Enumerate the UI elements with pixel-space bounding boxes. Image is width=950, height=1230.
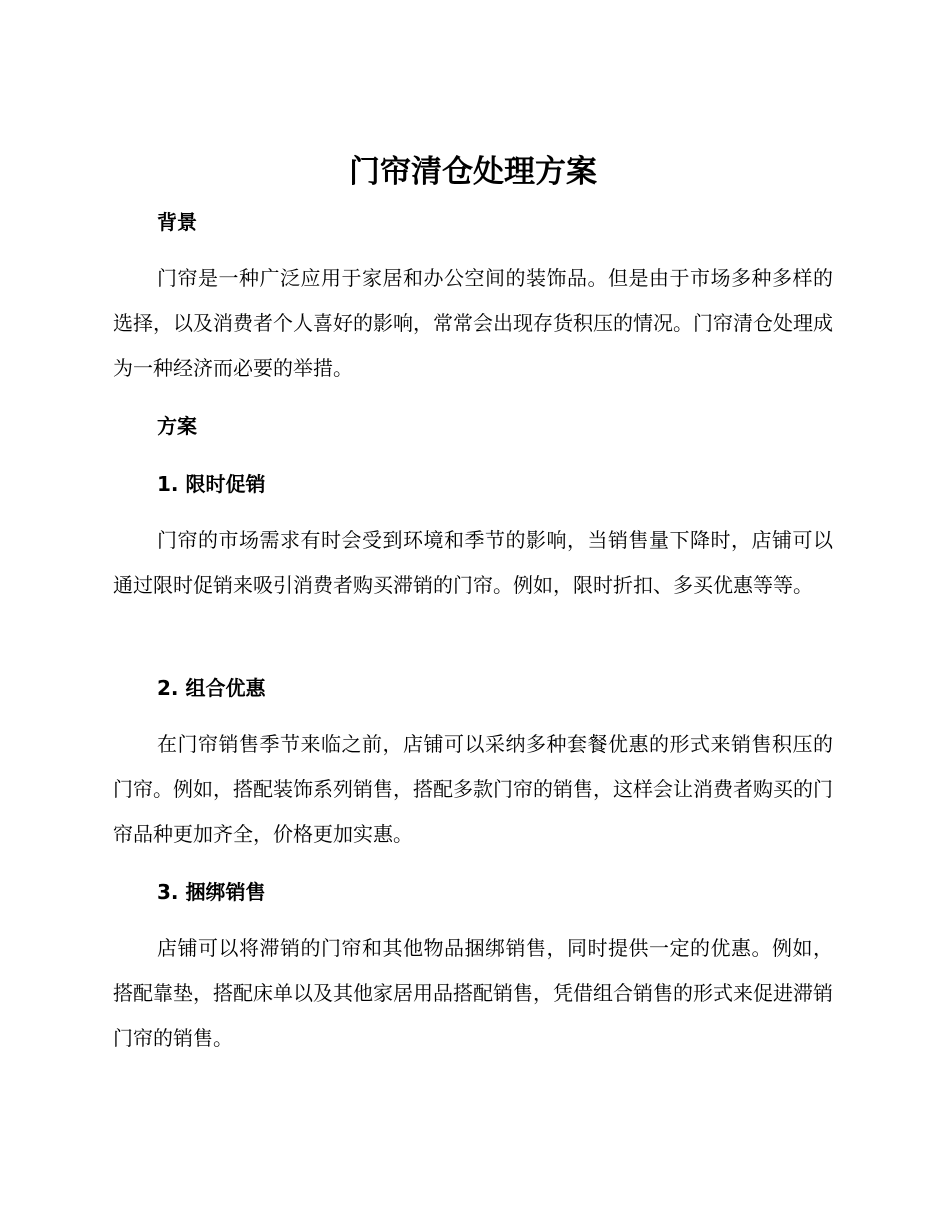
section-heading-bundle-discount: 2. 组合优惠 xyxy=(157,676,266,700)
paragraph-background: 门帘是一种广泛应用于家居和办公空间的装饰品。但是由于市场多种多样的选择，以及消费者个人喜好的影响，常常会出现存货积压的情况。门帘清仓处理成为一种经济而必要的举措。 xyxy=(113,266,833,380)
paragraph-bundle-discount: 在门帘销售季节来临之前，店铺可以采纳多种套餐优惠的形式来销售积压的门帘。例如，搭配装饰系列销售，搭配多款门帘的销售，这样会让消费者购买的门帘品种更加齐全，价格更加实惠。 xyxy=(113,732,833,846)
section-heading-plan: 方案 xyxy=(157,414,197,438)
document-title: 门帘清仓处理方案 xyxy=(349,154,597,190)
paragraph-bundled-sales: 店铺可以将滞销的门帘和其他物品捆绑销售，同时提供一定的优惠。例如，搭配靠垫，搭配床单以及其他家居用品搭配销售，凭借组合销售的形式来促进滞销门帘的销售。 xyxy=(113,936,833,1050)
paragraph-limited-promotion: 门帘的市场需求有时会受到环境和季节的影响，当销售量下降时，店铺可以通过限时促销来吸引消费者购买滞销的门帘。例如，限时折扣、多买优惠等等。 xyxy=(113,528,833,597)
section-heading-limited-promotion: 1. 限时促销 xyxy=(157,472,266,496)
section-heading-bundled-sales: 3. 捆绑销售 xyxy=(157,880,266,904)
section-heading-background: 背景 xyxy=(157,210,197,234)
